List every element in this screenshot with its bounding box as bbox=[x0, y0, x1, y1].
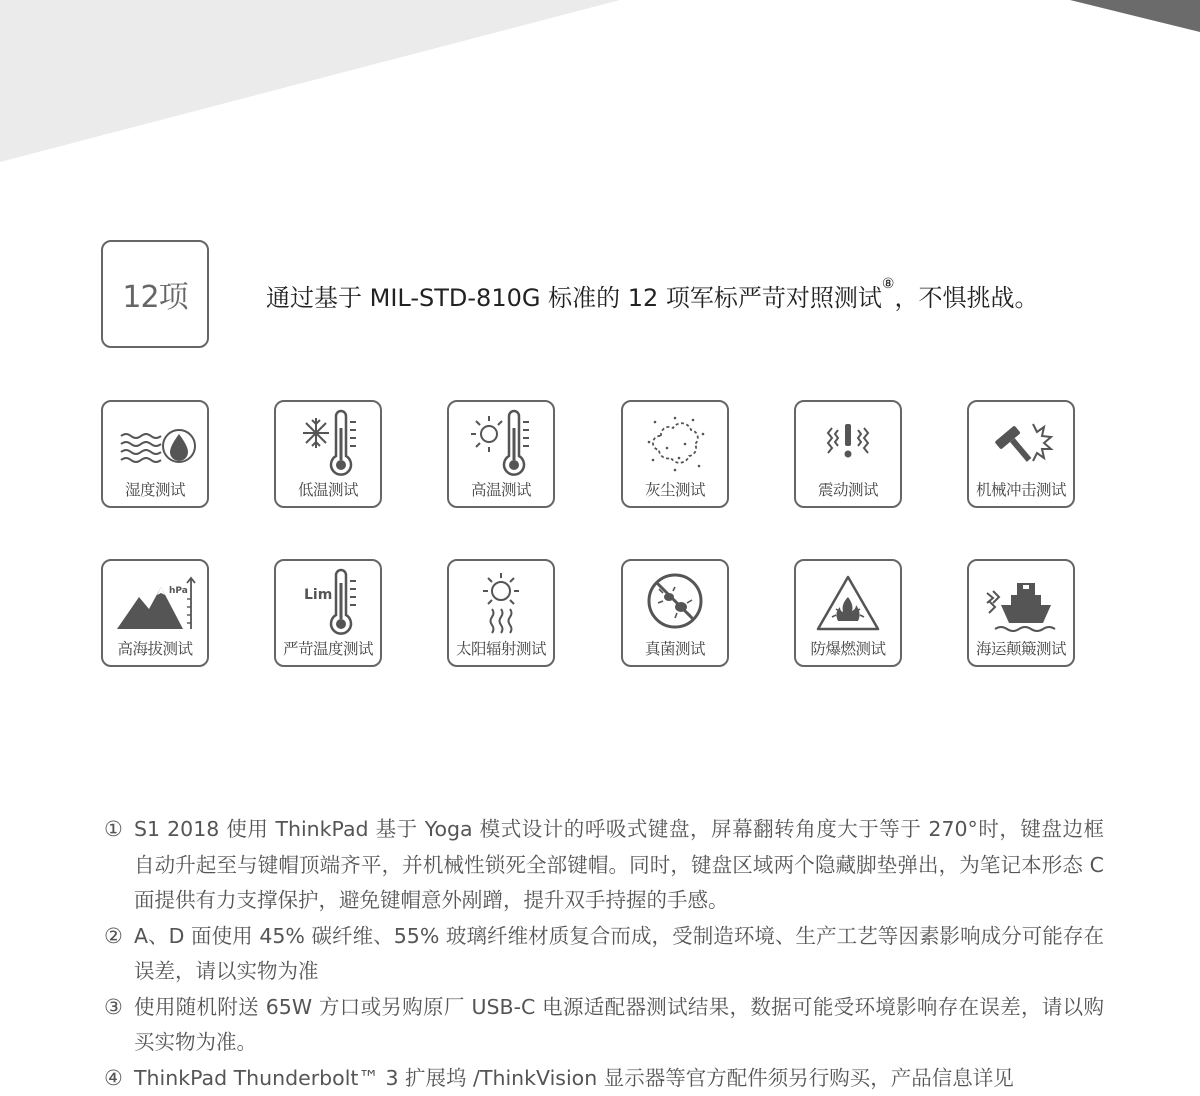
test-tile-sea-transport bbox=[967, 559, 1075, 667]
footnote-item bbox=[104, 990, 1104, 1061]
mechanical-shock-icon bbox=[979, 408, 1063, 478]
footnote-item bbox=[104, 1061, 1104, 1096]
footnote-number: ② bbox=[104, 919, 123, 955]
high-altitude-icon bbox=[113, 567, 197, 637]
test-tile-high-altitude bbox=[101, 559, 209, 667]
test-label: 湿度测试 bbox=[103, 478, 207, 500]
lim-text: Lim bbox=[304, 587, 332, 603]
high-temperature-icon bbox=[459, 408, 543, 478]
test-tile-mechanical-shock bbox=[967, 400, 1075, 508]
footnote-marker: ⑧ bbox=[882, 276, 895, 292]
solar-radiation-icon bbox=[459, 567, 543, 637]
test-label: 灰尘测试 bbox=[623, 478, 727, 500]
test-tile-extreme-temperature bbox=[274, 559, 382, 667]
headline-tail: ，不惧挑战。 bbox=[894, 284, 1038, 312]
test-label: 严苛温度测试 bbox=[276, 637, 380, 659]
test-label: 高海拔测试 bbox=[103, 637, 207, 659]
test-tile-dust bbox=[621, 400, 729, 508]
test-tile-solar-radiation bbox=[447, 559, 555, 667]
humidity-icon bbox=[113, 408, 197, 478]
footnote-text: A、D 面使用 45% 碳纤维、55% 玻璃纤维材质复合而成，受制造环境、生产工艺等因素影响成分可能存在误差，请以实物为准 bbox=[134, 924, 1104, 984]
footnote-number: ④ bbox=[104, 1061, 123, 1096]
test-tile-humidity bbox=[101, 400, 209, 508]
footnote-text: ThinkPad Thunderbolt™ 3 扩展坞 /ThinkVision 显示器等官方配件须另行购买，产品信息详见 bbox=[134, 1066, 1014, 1090]
test-count-box bbox=[101, 240, 209, 348]
extreme-temperature-icon bbox=[286, 567, 370, 637]
footnote-number: ① bbox=[104, 812, 123, 848]
footnote-item bbox=[104, 812, 1104, 919]
footnote-number: ③ bbox=[104, 990, 123, 1026]
vibration-icon bbox=[806, 408, 890, 478]
hpa-text: hPa bbox=[169, 586, 188, 596]
test-tile-vibration bbox=[794, 400, 902, 508]
background-shape bbox=[0, 0, 1200, 170]
test-label: 震动测试 bbox=[796, 478, 900, 500]
footnote-text: S1 2018 使用 ThinkPad 基于 Yoga 模式设计的呼吸式键盘，屏幕翻转角度大于等于 270°时，键盘边框自动升起至与键帽顶端齐平，并机械性锁死全部键帽。同时，键盘区域两个隐藏脚垫弹出，为笔记本形态 C 面提供有力支撑保护，避免键帽意外剐蹭，提升双手持握的手感。 bbox=[134, 817, 1104, 912]
dust-icon bbox=[633, 408, 717, 478]
test-count-label: 12项 bbox=[122, 272, 187, 316]
footnotes bbox=[104, 812, 1104, 1096]
corner-shape bbox=[1070, 0, 1200, 32]
headline-text: 通过基于 MIL-STD-810G 标准的 12 项军标严苛对照测试 bbox=[266, 284, 882, 312]
footnote-item bbox=[104, 919, 1104, 990]
footnote-text: 使用随机附送 65W 方口或另购原厂 USB-C 电源适配器测试结果，数据可能受环境影响存在误差，请以购买实物为准。 bbox=[134, 995, 1104, 1055]
headline bbox=[266, 278, 1038, 313]
test-label: 机械冲击测试 bbox=[969, 478, 1073, 500]
sea-transport-icon bbox=[979, 567, 1063, 637]
test-tile-high-temperature bbox=[447, 400, 555, 508]
test-label: 低温测试 bbox=[276, 478, 380, 500]
test-label: 防爆燃测试 bbox=[796, 637, 900, 659]
test-tile-explosion-proof bbox=[794, 559, 902, 667]
test-label: 太阳辐射测试 bbox=[449, 637, 553, 659]
test-tile-fungus bbox=[621, 559, 729, 667]
explosion-proof-icon bbox=[806, 567, 890, 637]
fungus-icon bbox=[633, 567, 717, 637]
test-label: 高温测试 bbox=[449, 478, 553, 500]
test-label: 海运颠簸测试 bbox=[969, 637, 1073, 659]
low-temperature-icon bbox=[286, 408, 370, 478]
test-label: 真菌测试 bbox=[623, 637, 727, 659]
test-tile-low-temperature bbox=[274, 400, 382, 508]
